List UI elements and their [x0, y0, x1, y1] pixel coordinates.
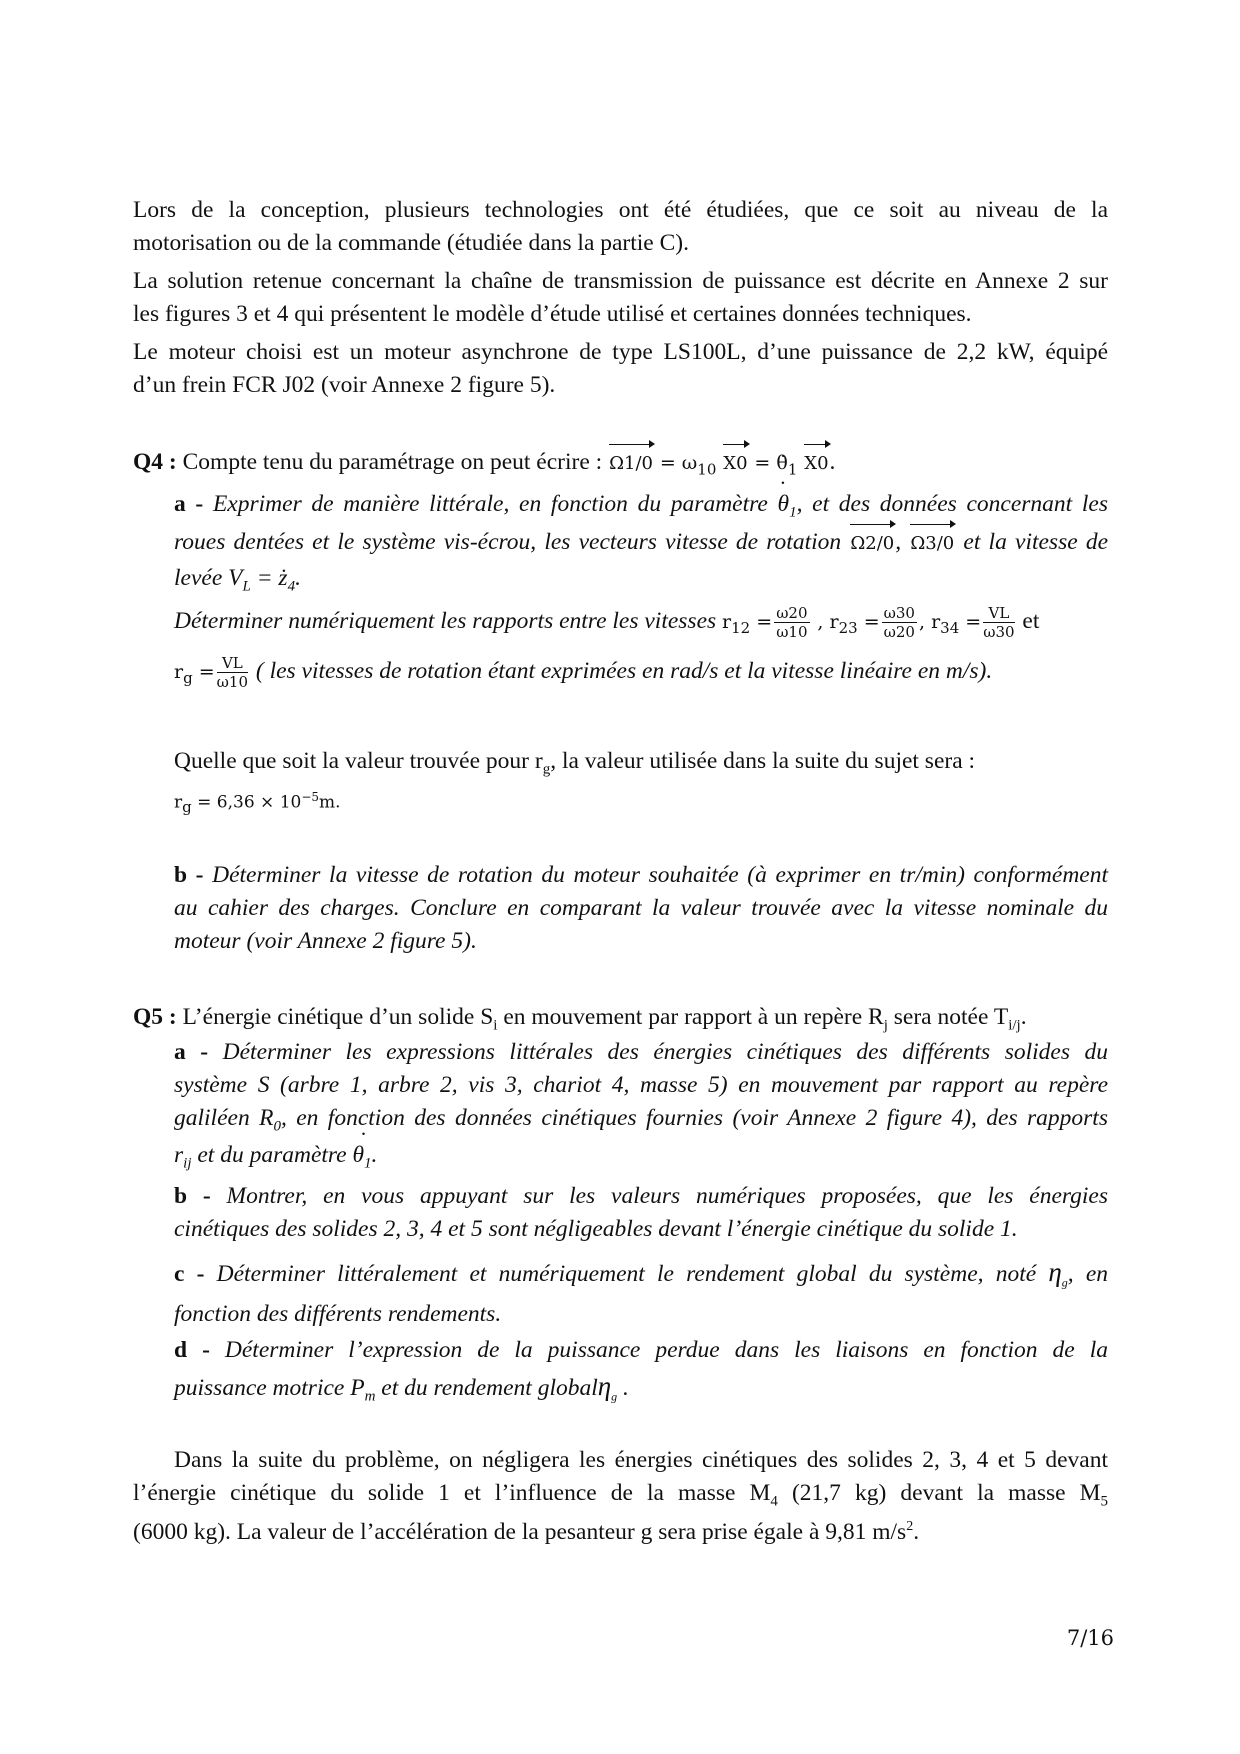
q4-a-text: , et des données concernant les [796, 491, 1108, 517]
q4-a-text: Exprimer de manière littérale, en fonction du paramètre [212, 491, 768, 517]
q4-a [174, 488, 1108, 595]
q5-c-label: c - [174, 1261, 205, 1287]
q5-b [174, 1180, 1108, 1246]
text-line: motorisation ou de la commande (étudiée dans la partie C). [133, 230, 689, 256]
et-word: et [1022, 607, 1040, 634]
q4-b-label: b - [174, 862, 204, 888]
text-line [174, 488, 1108, 526]
ratio-r23: , $r_{23}$ = [817, 610, 880, 637]
q4-a-label: a - [174, 491, 204, 517]
subscript: 1 [789, 504, 797, 521]
subscript: 4 [287, 578, 296, 595]
q4-b [174, 859, 1108, 958]
q4-rg-line [174, 654, 1108, 695]
text-line: Le moteur choisi est un moteur asynchrone de type LS100L, d’une puissance de 2,2 kW, équipé [133, 339, 1108, 365]
q4-label: Q4 : [133, 449, 177, 475]
q5-a-label: a - [174, 1039, 209, 1065]
q4-stem: Q4 : Compte tenu du paramétrage on peut écrire : $\Omega 1/0 = \omega_{10}$ $X0 = \thetȧ_1$ X0. [133, 449, 836, 479]
ratio-rg: $r_g$ = [174, 660, 215, 687]
intro-paragraph-1 [133, 194, 1108, 260]
vector-x0: X0 [803, 447, 829, 480]
text-line: (6000 kg). La valeur de l’accélération de la pesanteur g sera prise égale à 9,81 $m/s^2$. [133, 1518, 920, 1545]
q5-a [174, 1036, 1108, 1175]
theta-1-dot: $\theta_1$ ˙ [353, 1135, 372, 1184]
ratio-r12: $r_{12}$ = [722, 610, 773, 637]
q4-ratios-line [174, 604, 1108, 645]
text-line: au cahier des charges. Conclure en comparant la valeur trouvée avec la vitesse nominale du [174, 895, 1108, 921]
text-line: moteur (voir Annexe 2 figure 5). [174, 928, 477, 954]
subscript: 10 [697, 460, 717, 479]
subscript: L [242, 578, 251, 595]
text-line: galiléen $R_0$, en fonction des données cinétiques fournies (voir Annexe 2 figure 4), des rapports [174, 1105, 1108, 1135]
q4-a-text: ( les vitesses de rotation étant exprimées en rad/s et la vitesse linéaire en m/s). [255, 657, 993, 684]
q4-a-text: levée V [174, 565, 243, 591]
page-number: 7/16 [1066, 1626, 1114, 1650]
text-line: d - Déterminer l’expression de la puissance perdue dans les liaisons en fonction de la [174, 1337, 1108, 1363]
note-text: , la valeur utilisée dans la suite du sujet sera : [550, 748, 976, 774]
fraction-r23: $\frac{\omega 30}{\omega 20}$ [883, 604, 915, 641]
q4-a-text: roues dentées et le système vis-écrou, les vecteurs vitesse de rotation [174, 529, 842, 555]
theta-1-dot: $\theta_1$ ˙ [778, 488, 797, 530]
equals-omega: = ω [659, 452, 698, 474]
vector-omega-3-0: Ω3/0 [909, 527, 955, 560]
vector-omega-2-0: Ω2/0 [849, 527, 895, 560]
rg-value: $r_g = 6,36 \times 10^{-5}m$. [174, 790, 341, 817]
fraction-r12: $\frac{\omega 20}{\omega 10}$ [776, 604, 808, 641]
vector-omega-1-0: Ω1/0 [608, 447, 654, 480]
text-line: cinétiques des solides 2, 3, 4 et 5 sont négligeables devant l’énergie cinétique du solide 1. [174, 1216, 1018, 1242]
q5-d [174, 1334, 1108, 1403]
q4-a-text: = ż [250, 565, 288, 591]
text-line: l’énergie cinétique du solide 1 et l’influence de la masse $M_4$ (21,7 kg) devant la masse $M_5$ [133, 1480, 1108, 1510]
note-text: Quelle que soit la valeur trouvée pour r [174, 748, 543, 774]
equals-theta-dot: = θ̇ [754, 452, 788, 474]
text-line: c - Déterminer littéralement et numériquement le rendement global du système, noté $\eta_g$, en [174, 1257, 1109, 1290]
text-line: b - Montrer, en vous appuyant sur les valeurs numériques proposées, que les énergies [174, 1183, 1109, 1209]
text-line: roues dentées et le système vis-écrou, les vecteurs vitesse de rotation Ω2/0, Ω3/0 et la vitesse de [174, 526, 1108, 562]
text-line: levée $V_L$ = $ż_4$. [174, 565, 301, 595]
q5-d-label: d - [174, 1337, 210, 1363]
intro-paragraph-2 [133, 265, 1108, 331]
text-line: b - Déterminer la vitesse de rotation du moteur souhaitée (à exprimer en tr/min) conformément [174, 862, 1108, 888]
q5-b-label: b - [174, 1183, 211, 1209]
ratio-r34: , $r_{34}$ = [918, 610, 982, 637]
text-line: fonction des différents rendements. [174, 1301, 502, 1327]
text-line: Dans la suite du problème, on négligera les énergies cinétiques des solides 2, 3, 4 et 5 devant [174, 1447, 1108, 1473]
q4-stem-text: Compte tenu du paramétrage on peut écrire : [182, 449, 603, 475]
text-line: puissance motrice $P_m$ et du rendement globalη$_g$ . [174, 1371, 629, 1405]
fraction-rg: $\frac{VL}{\omega 10}$ [216, 654, 248, 691]
q4-a-text: et la vitesse de [963, 529, 1109, 555]
text-line: a - Déterminer les expressions littérales des énergies cinétiques des différents solides du [174, 1039, 1109, 1065]
text-line: les figures 3 et 4 qui présentent le modèle d’étude utilisé et certaines données techniques. [133, 301, 972, 327]
text-line: d’un frein FCR J02 (voir Annexe 2 figure 5). [133, 372, 556, 398]
q4-a-text: Déterminer numériquement les rapports entre les vitesses [174, 607, 717, 634]
fraction-r34: $\frac{VL}{\omega 30}$ [983, 604, 1015, 641]
vector-x0: X0 [722, 447, 748, 480]
text-line: système S (arbre 1, arbre 2, vis 3, chariot 4, masse 5) en mouvement par rapport au repère [174, 1072, 1108, 1098]
intro-paragraph-3 [133, 336, 1108, 402]
q5-label: Q5 : [133, 1004, 177, 1030]
final-paragraph [133, 1444, 1108, 1543]
text-line: La solution retenue concernant la chaîne de transmission de puissance est décrite en Annexe 2 sur [133, 268, 1108, 294]
text-line: Lors de la conception, plusieurs technologies ont été étudiées, que ce soit au niveau de la [133, 197, 1108, 223]
text-line: $r_{ij}$ et du paramètre $\theta_1$ ˙. [174, 1135, 1108, 1175]
subscript: 1 [787, 460, 798, 479]
q5-stem: Q5 : L’énergie cinétique d’un solide $S_i$ en mouvement par rapport à un repère $R_j$ sera notée $T_{i/j}$. [133, 1004, 1027, 1034]
subscript: g [542, 761, 551, 778]
q5-c [174, 1256, 1108, 1331]
